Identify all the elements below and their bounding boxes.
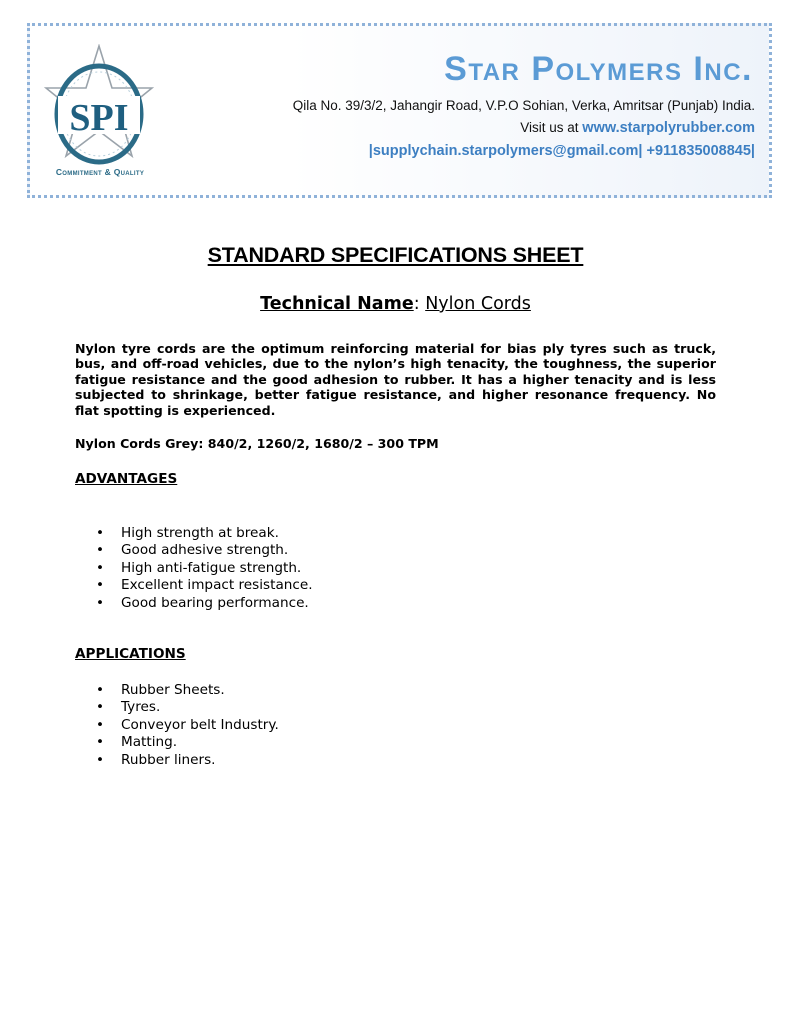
advantages-heading: ADVANTAGES bbox=[75, 471, 178, 487]
bullet-icon: • bbox=[96, 716, 105, 733]
spi-logo bbox=[44, 44, 154, 174]
applications-list bbox=[96, 682, 279, 769]
intro-paragraph: Nylon tyre cords are the optimum reinforcing material for bias ply tyres such as truck, bus, and off-road vehicles, due to the nylon’s high tenacity, the toughness, the superior fatigue resistance and the good adhesion to rubber. It has a higher tenacity and is less subjected to shrinkage, better fatigue resistance, and higher resonance frequency. No flat spotting is experienced. bbox=[75, 341, 716, 418]
website-line bbox=[520, 120, 755, 136]
logo-text: SPI bbox=[69, 97, 129, 139]
list-item: • Rubber liners. bbox=[96, 751, 216, 768]
list-item: • Good adhesive strength. bbox=[96, 542, 289, 559]
visit-prefix: Visit us at bbox=[520, 120, 579, 135]
list-item: • Conveyor belt Industry. bbox=[96, 716, 279, 733]
grades-line: Nylon Cords Grey: 840/2, 1260/2, 1680/2 – 300 TPM bbox=[75, 436, 439, 451]
applications-heading: APPLICATIONS bbox=[75, 646, 186, 662]
technical-name-label: Technical Name bbox=[260, 294, 414, 314]
contact-line[interactable]: |supplychain.starpolymers@gmail.com| +911835008845| bbox=[368, 143, 755, 159]
list-item: • High anti-fatigue strength. bbox=[96, 559, 302, 576]
letterhead bbox=[27, 23, 772, 198]
bullet-icon: • bbox=[96, 751, 105, 768]
bullet-icon: • bbox=[96, 525, 105, 541]
bullet-icon: • bbox=[96, 682, 105, 698]
list-item: • Excellent impact resistance. bbox=[96, 577, 313, 594]
company-name: Star Polymers Inc. bbox=[444, 50, 753, 88]
list-item: • Matting. bbox=[96, 734, 178, 751]
bullet-icon: • bbox=[96, 594, 105, 611]
website-link[interactable]: www.starpolyrubber.com bbox=[582, 120, 755, 136]
list-item: • High strength at break. bbox=[96, 525, 279, 541]
list-item: • Good bearing performance. bbox=[96, 594, 309, 611]
bullet-icon: • bbox=[96, 542, 105, 559]
technical-name-value: Nylon Cords bbox=[425, 294, 531, 314]
document-title: STANDARD SPECIFICATIONS SHEET bbox=[207, 243, 584, 267]
list-item: • Tyres. bbox=[96, 699, 161, 716]
bullet-icon: • bbox=[96, 559, 105, 576]
list-item: • Rubber Sheets. bbox=[96, 682, 225, 698]
technical-name bbox=[0, 294, 791, 314]
bullet-icon: • bbox=[96, 699, 105, 716]
bullet-icon: • bbox=[96, 577, 105, 594]
company-address: Qila No. 39/3/2, Jahangir Road, V.P.O Sohian, Verka, Amritsar (Punjab) India. bbox=[292, 98, 755, 113]
logo-caption: Commitment & Quality bbox=[55, 167, 145, 177]
bullet-icon: • bbox=[96, 734, 105, 751]
advantages-list bbox=[96, 525, 313, 612]
technical-name-separator: : bbox=[413, 294, 420, 314]
